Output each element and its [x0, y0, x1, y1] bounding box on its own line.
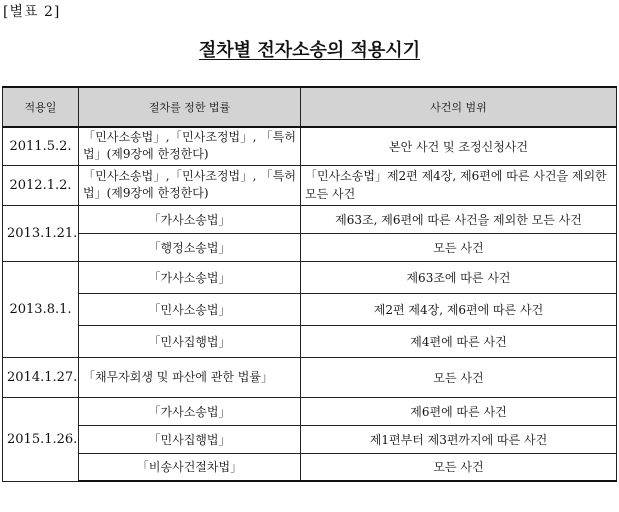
- page-title-text: 절차별 전자소송의 적용시기: [198, 40, 421, 61]
- scope-cell: 본안 사건 및 조정신청사건: [301, 127, 617, 165]
- table-row: [3, 205, 617, 233]
- scope-cell: 제6편에 따른 사건: [301, 397, 617, 425]
- law-cell: 「민사소송법」,「민사조정법」, 「특허법」(제9장에 한정한다): [79, 127, 301, 165]
- law-cell: 「가사소송법」: [79, 205, 301, 233]
- table-row: [3, 165, 617, 205]
- scope-cell: 모든 사건: [301, 453, 617, 481]
- table-row: [3, 453, 617, 481]
- law-cell: 「민사집행법」: [79, 425, 301, 453]
- scope-cell: 「민사소송법」제2편 제4장, 제6편에 따른 사건을 제외한 모든 사건: [301, 165, 617, 205]
- law-cell: 「가사소송법」: [79, 397, 301, 425]
- page-title: [0, 36, 619, 62]
- header-law: 절차를 정한 법률: [79, 87, 301, 127]
- law-cell: 「채무자회생 및 파산에 관한 법률」: [79, 357, 301, 397]
- annex-label: [별표 2]: [3, 4, 61, 20]
- date-cell: 2013.1.21.: [3, 205, 79, 261]
- table-row: [3, 233, 617, 261]
- law-cell: 「민사집행법」: [79, 325, 301, 357]
- scope-cell: 모든 사건: [301, 357, 617, 397]
- scope-cell: 제4편에 따른 사건: [301, 325, 617, 357]
- date-cell: 2013.8.1.: [3, 261, 79, 357]
- date-cell: 2015.1.26.: [3, 397, 79, 481]
- date-cell: 2011.5.2.: [3, 127, 79, 165]
- law-cell: 「민사소송법」: [79, 293, 301, 325]
- header-date: 적용일: [3, 87, 79, 127]
- header-scope: 사건의 범위: [301, 87, 617, 127]
- scope-cell: 제1편부터 제3편까지에 따른 사건: [301, 425, 617, 453]
- law-cell: 「행정소송법」: [79, 233, 301, 261]
- table-row: [3, 293, 617, 325]
- table-row: [3, 425, 617, 453]
- table-row: [3, 397, 617, 425]
- scope-cell: 모든 사건: [301, 233, 617, 261]
- table-row: [3, 357, 617, 397]
- schedule-table: [2, 86, 617, 482]
- date-cell: 2012.1.2.: [3, 165, 79, 205]
- scope-cell: 제63조, 제6편에 따른 사건을 제외한 모든 사건: [301, 205, 617, 233]
- table-row: [3, 261, 617, 293]
- scope-cell: 제63조에 따른 사건: [301, 261, 617, 293]
- date-cell: 2014.1.27.: [3, 357, 79, 397]
- table-header-row: [3, 87, 617, 127]
- law-cell: 「비송사건절차법」: [79, 453, 301, 481]
- table-row: [3, 127, 617, 165]
- scope-cell: 제2편 제4장, 제6편에 따른 사건: [301, 293, 617, 325]
- table-row: [3, 325, 617, 357]
- law-cell: 「민사소송법」,「민사조정법」, 「특허법」(제9장에 한정한다): [79, 165, 301, 205]
- law-cell: 「가사소송법」: [79, 261, 301, 293]
